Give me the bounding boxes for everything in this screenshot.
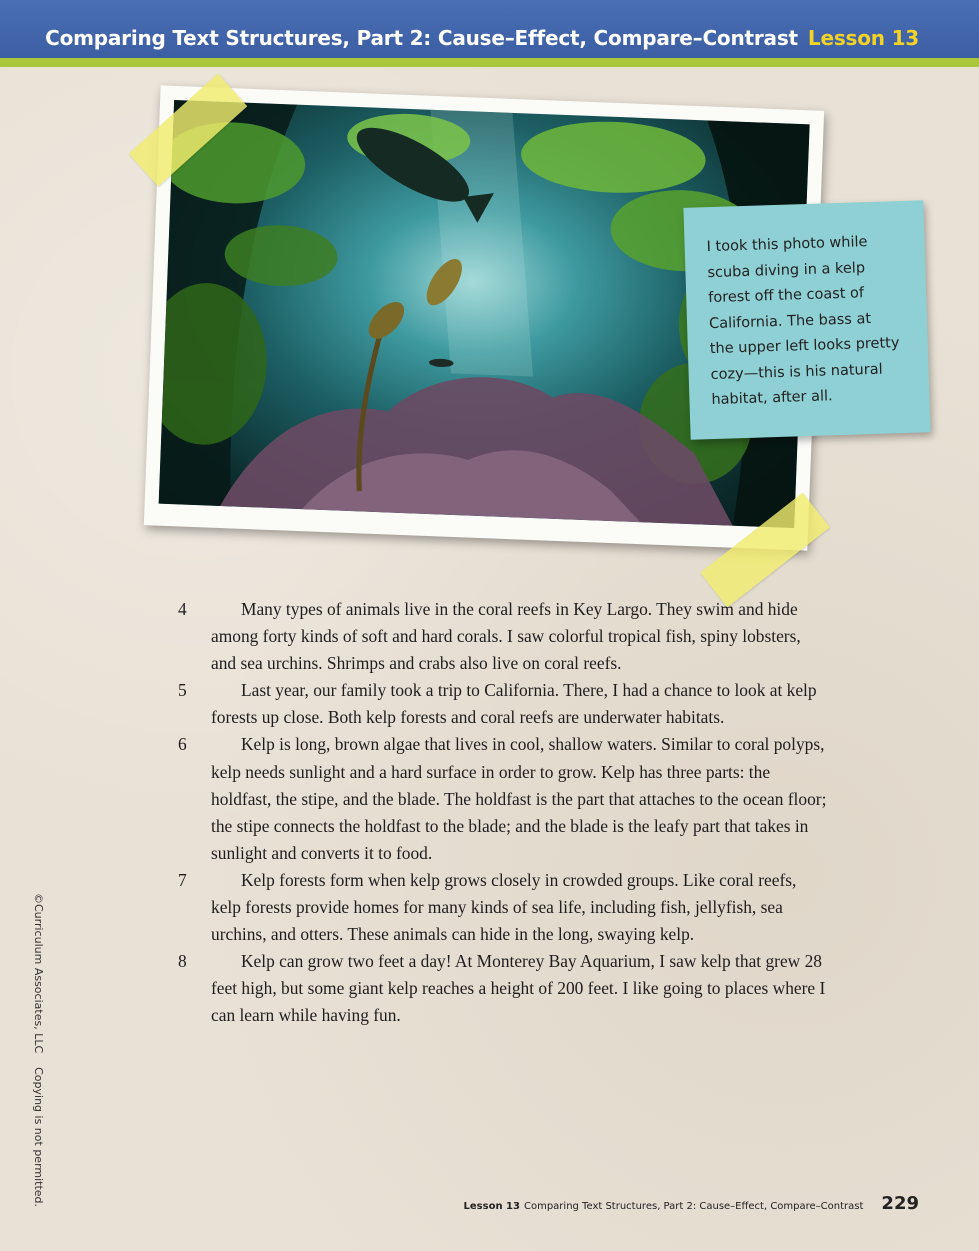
header-lesson-label: Lesson 13 — [807, 26, 919, 50]
paragraph-text: Kelp is long, brown algae that lives in cool, shallow waters. Similar to coral polyps, kelp needs sunlight and a hard surface in order to grow. Kelp has three parts: the holdfast, the stipe, and the blade. The holdfast is the part that attaches to the ocean floor; the stipe connects the holdfast to the blade; and the blade is the leafy part that takes in sunlight and converts it to food. — [211, 734, 827, 863]
lesson-header-bar — [0, 0, 979, 67]
paragraph — [178, 731, 828, 866]
copyright-sidebar — [31, 893, 45, 1208]
footer-title: Comparing Text Structures, Part 2: Cause–Effect, Compare–Contrast — [523, 1201, 864, 1212]
paragraph — [178, 677, 828, 731]
footer-lesson-label: Lesson 13 — [463, 1201, 520, 1212]
paragraph-number: 4 — [178, 599, 187, 619]
paragraph-number: 5 — [178, 680, 187, 701]
sticky-note — [683, 200, 930, 439]
paragraph — [178, 948, 828, 1029]
paragraph-text: Many types of animals live in the coral reefs in Key Largo. They swim and hide among forty kinds of soft and hard corals. I saw colorful tropical fish, spiny lobsters, and sea urchins. Shrimps and crabs also live on coral reefs. — [211, 599, 801, 674]
paragraph-number: 8 — [178, 951, 187, 972]
paragraph-text: Kelp forests form when kelp grows closely in crowded groups. Like coral reefs, kelp forests provide homes for many kinds of sea life, including fish, jellyfish, sea urchins, and otters. These animals can hide in the long, swaying kelp. — [211, 869, 797, 945]
paragraph-number: 6 — [178, 734, 187, 755]
header-title-text: Comparing Text Structures, Part 2: Cause–Effect, Compare–Contrast — [45, 26, 798, 50]
paragraph — [178, 867, 828, 948]
paragraph-number: 7 — [178, 869, 187, 890]
paragraph-text: Kelp can grow two feet a day! At Monterey Bay Aquarium, I saw kelp that grew 28 feet high, but some giant kelp reaches a height of 200 feet. I like going to places where I can learn while having fun. — [211, 951, 826, 1026]
page-number: 229 — [881, 1193, 919, 1214]
article-body — [178, 596, 828, 1030]
sticky-note-text: I took this photo while scuba diving in a kelp forest off the coast of California. The bass at the upper left looks pretty cozy—this is his natural habitat, after all. — [706, 234, 900, 409]
page-footer — [464, 1193, 919, 1214]
header-title — [45, 26, 919, 50]
paragraph-text: Last year, our family took a trip to California. There, I had a chance to look at kelp forests up close. Both kelp forests and coral reefs are underwater habitats. — [211, 680, 817, 728]
paragraph — [178, 596, 828, 677]
copyright-notice: ©Curriculum Associates, LLC Copying is not permitted. — [32, 893, 45, 1208]
